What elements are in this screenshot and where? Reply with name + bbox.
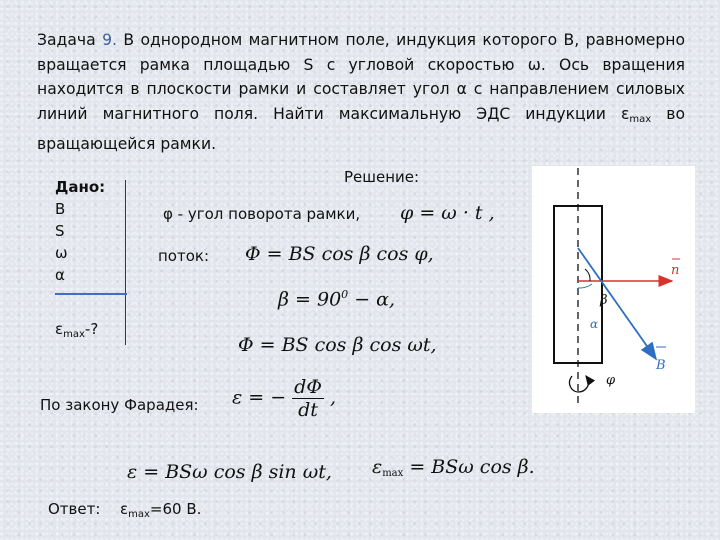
formula-emf-max-left: ε (372, 456, 383, 478)
formula-beta-left: β = 90 (278, 288, 342, 311)
given-title: Дано: (55, 178, 106, 196)
find-quantity (55, 320, 98, 340)
formula-emf-max-sub: max (382, 468, 404, 479)
formula-beta-right: − α, (348, 288, 396, 311)
given-item: S (55, 222, 65, 240)
faraday-label: По закону Фарадея: (40, 396, 199, 414)
formula-emf: ε = BSω cos β sin ωt, (127, 461, 332, 483)
formula-faraday-left: ε = − (232, 386, 287, 409)
phi-label: φ - угол поворота рамки, (163, 205, 361, 223)
problem-statement (37, 28, 685, 157)
answer-sub: max (128, 509, 150, 520)
answer-symbol: ε (120, 500, 129, 518)
formula-flux-omega: Φ = BS cos β cos ωt, (238, 334, 437, 356)
given-item: α (55, 266, 65, 284)
problem-text-sub: max (629, 113, 652, 125)
formula-phi: φ = ω · t , (400, 202, 495, 224)
answer-number: =60 В. (149, 500, 202, 518)
alpha-label: α (590, 317, 599, 331)
solution-title: Решение: (344, 168, 420, 186)
normal-vector-label: n (671, 263, 680, 278)
given-block (55, 176, 105, 286)
find-sub: max (63, 329, 85, 340)
figure-panel (532, 166, 695, 413)
beta-label: β (600, 293, 608, 308)
fraction-denominator: dt (298, 399, 318, 421)
formula-beta-degree: 0 (341, 288, 349, 301)
formula-flux: Φ = BS cos β cos φ, (245, 243, 434, 265)
problem-text-end: во вращающейся рамки. (37, 104, 685, 153)
fraction-numerator: dΦ (294, 376, 322, 398)
problem-number: 9. (102, 31, 117, 49)
induction-vector-label: B (656, 358, 666, 373)
formula-emf-max-right: = BSω cos β. (403, 456, 535, 478)
answer-label: Ответ: (48, 500, 101, 518)
formula-beta (278, 288, 395, 310)
given-item: B (55, 200, 66, 218)
flux-label: поток: (158, 247, 210, 265)
given-divider-horizontal (55, 293, 127, 295)
rotating-frame-diagram (532, 166, 695, 413)
formula-faraday-fraction (292, 376, 324, 421)
rotation-arrow (570, 376, 589, 392)
formula-emf-max (372, 456, 535, 479)
formula-faraday (232, 376, 336, 421)
given-item: ω (55, 244, 68, 262)
formula-faraday-right: , (323, 386, 337, 409)
answer-value (120, 500, 201, 520)
problem-text: В однородном магнитном поле, индукция которого B, равномерно вращается рамка площадью S с угловой скоростью ω. Ось вращения находится в плоскости рамки и составляет угол α с направлением силовых линий магнитного поля. Найти максимальную ЭДС индукции ε (37, 31, 685, 123)
rotation-angle-label: φ (606, 373, 616, 388)
given-divider-vertical (125, 180, 126, 345)
find-symbol: ε (55, 320, 64, 338)
find-suffix: -? (84, 320, 99, 338)
problem-label: Задача (37, 31, 96, 49)
